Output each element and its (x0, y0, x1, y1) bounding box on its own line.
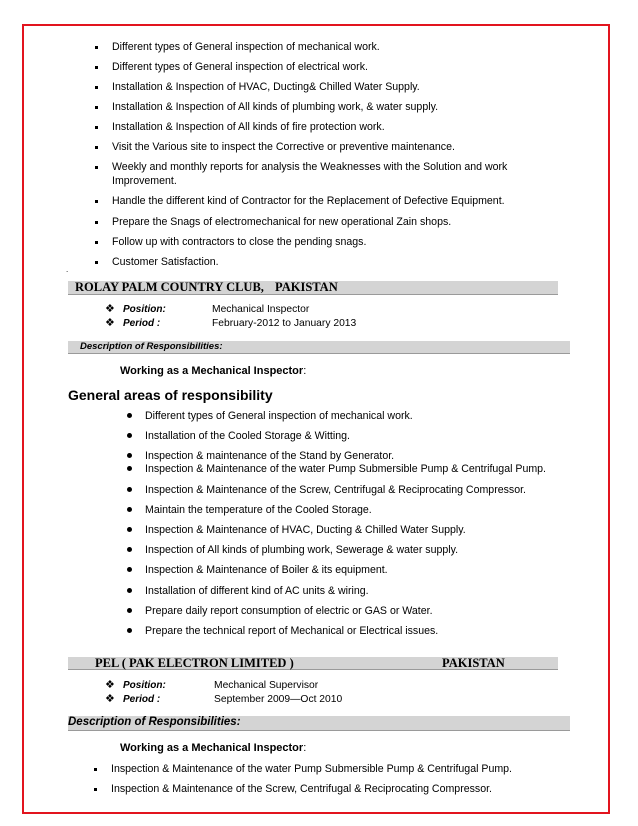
working-as-line (120, 364, 306, 378)
list-item: Visit the Various site to inspect the Corrective or preventive maintenance. (112, 141, 455, 153)
stray-dot: . (66, 265, 69, 274)
working-as-colon: : (303, 742, 307, 754)
list-item: Follow up with contractors to close the pending snags. (112, 236, 367, 248)
period-value: February-2012 to January 2013 (212, 318, 357, 329)
company-name: PEL ( PAK ELECTRON LIMITED ) (95, 656, 294, 670)
diamond-bullet-icon: ❖ (105, 303, 115, 315)
list-item: Customer Satisfaction. (112, 256, 219, 268)
duty-item: Inspection & maintenance of the Stand by Generator. (145, 450, 395, 462)
list-item: Installation & Inspection of All kinds of plumbing work, & water supply. (112, 101, 439, 113)
position-value: Mechanical Inspector (212, 304, 310, 315)
duty-item: Prepare the technical report of Mechanical or Electrical issues. (145, 625, 439, 637)
position-value: Mechanical Supervisor (214, 680, 319, 691)
list-item: Weekly and monthly reports for analysis the Weaknesses with the Solution and work (112, 161, 508, 173)
list-item-continuation: Improvement. (112, 175, 177, 187)
period-label: Period : (123, 318, 161, 329)
company-name: ROLAY PALM COUNTRY CLUB, (75, 280, 264, 294)
position-label: Position: (123, 304, 166, 315)
working-as-text: Working as a Mechanical Inspector (120, 742, 304, 754)
duty-item: Maintain the temperature of the Cooled Storage. (145, 504, 372, 516)
working-as-line (120, 741, 306, 755)
diamond-bullet-icon: ❖ (105, 679, 115, 691)
duty-item: Inspection & Maintenance of HVAC, Ducting & Chilled Water Supply. (145, 524, 466, 536)
position-label: Position: (123, 680, 166, 691)
description-label: Description of Responsibilities: (80, 341, 223, 352)
duty-item: Installation of different kind of AC units & wiring. (145, 585, 369, 597)
duty-item: Inspection of All kinds of plumbing work, Sewerage & water supply. (145, 544, 459, 556)
general-areas-heading: General areas of responsibility (68, 387, 273, 403)
company-country: PAKISTAN (275, 280, 338, 294)
diamond-bullet-icon: ❖ (105, 693, 115, 705)
company-country: PAKISTAN (442, 656, 505, 670)
duty-item: Inspection & Maintenance of the water Pump Submersible Pump & Centrifugal Pump. (145, 463, 547, 475)
list-item: Inspection & Maintenance of the Screw, Centrifugal & Reciprocating Compressor. (111, 783, 492, 795)
duty-item: Different types of General inspection of mechanical work. (145, 410, 413, 422)
duty-item: Prepare daily report consumption of electric or GAS or Water. (145, 605, 433, 617)
list-item: Prepare the Snags of electromechanical for new operational Zain shops. (112, 216, 452, 228)
period-value: September 2009—Oct 2010 (214, 694, 343, 705)
list-item: Installation & Inspection of All kinds of fire protection work. (112, 121, 385, 133)
list-item: Inspection & Maintenance of the water Pump Submersible Pump & Centrifugal Pump. (111, 763, 513, 775)
description-label: Description of Responsibilities: (68, 716, 241, 728)
period-label: Period : (123, 694, 161, 705)
working-as-text: Working as a Mechanical Inspector (120, 365, 304, 377)
duty-item: Inspection & Maintenance of the Screw, Centrifugal & Reciprocating Compressor. (145, 484, 526, 496)
list-item: Different types of General inspection of mechanical work. (112, 41, 380, 53)
list-item: Handle the different kind of Contractor for the Replacement of Defective Equipment. (112, 195, 505, 207)
working-as-colon: : (303, 365, 307, 377)
duty-item: Inspection & Maintenance of Boiler & its equipment. (145, 564, 388, 576)
duty-item: Installation of the Cooled Storage & Witting. (145, 430, 350, 442)
diamond-bullet-icon: ❖ (105, 317, 115, 329)
list-item: Installation & Inspection of HVAC, Ducting& Chilled Water Supply. (112, 81, 420, 93)
list-item: Different types of General inspection of electrical work. (112, 61, 368, 73)
